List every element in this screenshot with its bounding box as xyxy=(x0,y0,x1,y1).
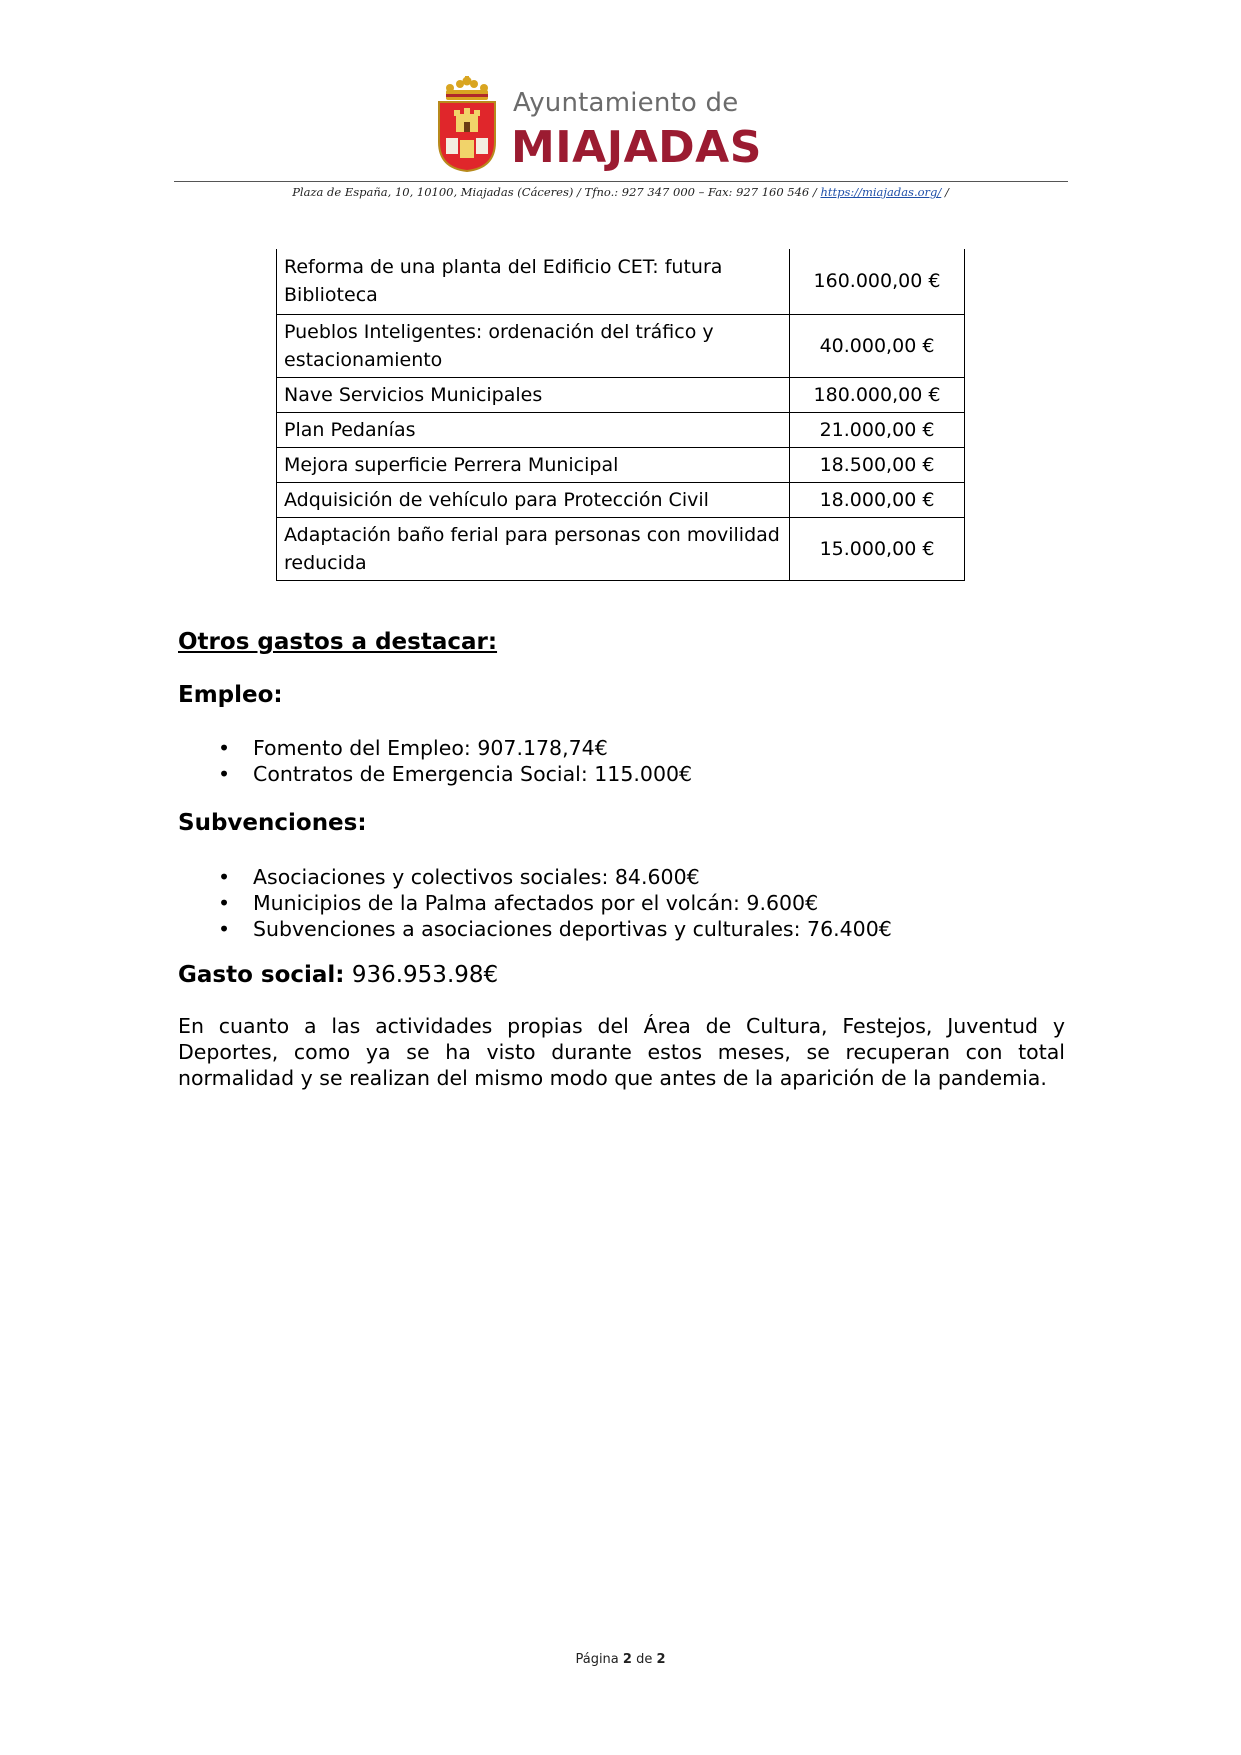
investment-description: Pueblos Inteligentes: ordenación del tráfico y estacionamiento xyxy=(277,314,790,377)
investment-amount: 160.000,00 € xyxy=(790,249,965,314)
investment-description: Nave Servicios Municipales xyxy=(277,377,790,412)
bullet-icon: • xyxy=(218,865,231,889)
investment-amount: 21.000,00 € xyxy=(790,412,965,447)
list-item-text: Subvenciones a asociaciones deportivas y culturales: 76.400€ xyxy=(253,917,892,941)
website-link[interactable]: https://miajadas.org/ xyxy=(820,185,942,199)
page-footer xyxy=(0,1652,1241,1667)
header-divider xyxy=(174,181,1068,182)
investments-table xyxy=(276,249,965,581)
letterhead xyxy=(0,0,1241,210)
address-trailing-slash: / xyxy=(944,185,949,199)
bullet-icon: • xyxy=(218,762,231,786)
investment-amount: 180.000,00 € xyxy=(790,377,965,412)
list-item xyxy=(214,890,892,916)
footer-prefix: Página xyxy=(575,1652,619,1667)
list-item xyxy=(214,735,692,761)
coat-of-arms-icon xyxy=(436,76,498,172)
list-item-text: Asociaciones y colectivos sociales: 84.600€ xyxy=(253,865,700,889)
investment-description: Adaptación baño ferial para personas con movilidad reducida xyxy=(277,517,790,580)
closing-paragraph: En cuanto a las actividades propias del Área de Cultura, Festejos, Juventud y Deportes, como ya se ha visto durante estos meses, se recuperan con total normalidad y se realizan del mismo modo que antes de la aparición de la pandemia. xyxy=(178,1014,1065,1090)
brand-name: MIAJADAS xyxy=(511,122,762,173)
empleo-heading: Empleo: xyxy=(178,682,283,708)
subvenciones-list xyxy=(214,864,892,942)
gasto-social xyxy=(178,962,498,988)
table-row xyxy=(277,482,965,517)
table-row xyxy=(277,447,965,482)
footer-page-number: 2 xyxy=(622,1652,632,1667)
investment-description: Mejora superficie Perrera Municipal xyxy=(277,447,790,482)
investment-amount: 18.500,00 € xyxy=(790,447,965,482)
brand-line-1: Ayuntamiento de xyxy=(513,88,739,118)
footer-page-total: 2 xyxy=(656,1652,666,1667)
subvenciones-heading: Subvenciones: xyxy=(178,810,367,836)
list-item xyxy=(214,864,892,890)
bullet-icon: • xyxy=(218,891,231,915)
gasto-social-value: 936.953.98€ xyxy=(351,962,499,988)
investment-description: Plan Pedanías xyxy=(277,412,790,447)
list-item-text: Municipios de la Palma afectados por el volcán: 9.600€ xyxy=(253,891,819,915)
investment-amount: 18.000,00 € xyxy=(790,482,965,517)
list-item-text: Fomento del Empleo: 907.178,74€ xyxy=(253,736,608,760)
table-row xyxy=(277,377,965,412)
investment-description: Reforma de una planta del Edificio CET: futura Biblioteca xyxy=(277,249,790,314)
table-row xyxy=(277,314,965,377)
list-item xyxy=(214,761,692,787)
bullet-icon: • xyxy=(218,917,231,941)
table-row xyxy=(277,249,965,314)
table-row xyxy=(277,412,965,447)
gasto-social-label: Gasto social: xyxy=(178,962,345,988)
list-item xyxy=(214,916,892,942)
bullet-icon: • xyxy=(218,736,231,760)
address-text: Plaza de España, 10, 10100, Miajadas (Cáceres) / Tfno.: 927 347 000 – Fax: 927 160 546 / xyxy=(292,185,821,199)
investment-description: Adquisición de vehículo para Protección Civil xyxy=(277,482,790,517)
empleo-list xyxy=(214,735,692,787)
investment-amount: 15.000,00 € xyxy=(790,517,965,580)
footer-middle: de xyxy=(636,1652,653,1667)
otros-gastos-heading: Otros gastos a destacar: xyxy=(178,629,498,655)
contact-address xyxy=(0,185,1241,199)
investment-amount: 40.000,00 € xyxy=(790,314,965,377)
table-row xyxy=(277,517,965,580)
list-item-text: Contratos de Emergencia Social: 115.000€ xyxy=(253,762,693,786)
